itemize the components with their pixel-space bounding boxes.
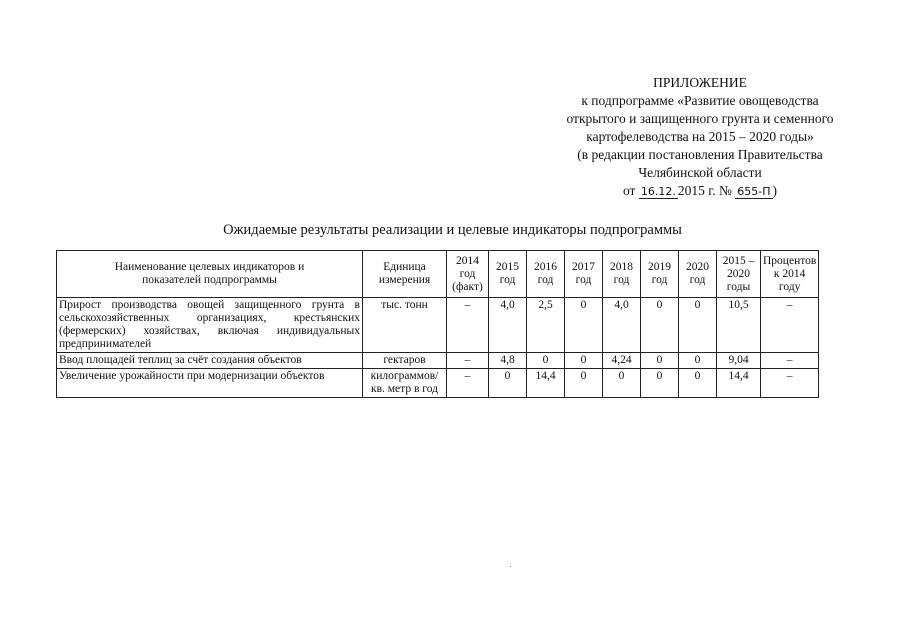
value-cell: 0	[565, 298, 603, 353]
header-cell: 2016 год	[527, 251, 565, 298]
appendix-line: к подпрограмме «Развитие овощеводства	[581, 93, 819, 108]
value-cell: 0	[603, 369, 641, 398]
unit-cell: гектаров	[363, 353, 447, 369]
value-cell: 0	[565, 369, 603, 398]
indicator-name: Увеличение урожайности при модернизации объектов	[57, 369, 363, 398]
header-cell: Процентов к 2014 году	[761, 251, 819, 298]
header-cell: Единица измерения	[363, 251, 447, 298]
table-row	[57, 369, 819, 398]
value-cell: 4,0	[603, 298, 641, 353]
percent-cell: –	[761, 353, 819, 369]
appendix-line: картофелеводства на 2015 – 2020 годы»	[586, 129, 814, 144]
handwritten-number: 655-П	[737, 185, 771, 198]
appendix-line: (в редакции постановления Правительства	[577, 147, 823, 162]
unit-cell: килограммов/ кв. метр в год	[363, 369, 447, 398]
header-cell: 2015 год	[489, 251, 527, 298]
table-row	[57, 298, 819, 353]
header-cell: 2014 год (факт)	[447, 251, 489, 298]
percent-cell: –	[761, 298, 819, 353]
value-cell: 0	[679, 353, 717, 369]
total-cell: 14,4	[717, 369, 761, 398]
appendix-heading: ПРИЛОЖЕНИЕ	[653, 75, 747, 90]
table-header-row	[57, 251, 819, 298]
date-mid: 2015 г. №	[677, 183, 732, 198]
appendix-line: Челябинской области	[638, 165, 762, 180]
header-cell: 2019 год	[641, 251, 679, 298]
header-cell: Наименование целевых индикаторов и показателей подпрограммы	[57, 251, 363, 298]
table-row	[57, 353, 819, 369]
header-cell: 2017 год	[565, 251, 603, 298]
value-cell: 4,8	[489, 353, 527, 369]
indicator-name: Прирост производства овощей защищенного грунта в сельскохозяйственных организациях, крестьянских (фермерских) хозяйствах, включая индивидуальных предпринимателей	[57, 298, 363, 353]
value-cell: 0	[641, 353, 679, 369]
value-cell: 0	[565, 353, 603, 369]
value-cell: 0	[641, 298, 679, 353]
total-cell: 9,04	[717, 353, 761, 369]
date-suffix: )	[772, 183, 777, 198]
value-cell: 4,24	[603, 353, 641, 369]
value-cell: –	[447, 353, 489, 369]
value-cell: 0	[641, 369, 679, 398]
percent-cell: –	[761, 369, 819, 398]
scan-speck	[510, 566, 511, 567]
indicator-name: Ввод площадей теплиц за счёт создания объектов	[57, 353, 363, 369]
value-cell: 2,5	[527, 298, 565, 353]
table-title: Ожидаемые результаты реализации и целевые индикаторы подпрограммы	[223, 222, 682, 238]
value-cell: 0	[527, 353, 565, 369]
unit-cell: тыс. тонн	[363, 298, 447, 353]
header-cell: 2015 – 2020 годы	[717, 251, 761, 298]
value-cell: 4,0	[489, 298, 527, 353]
header-cell: 2018 год	[603, 251, 641, 298]
value-cell: 0	[489, 369, 527, 398]
value-cell: –	[447, 298, 489, 353]
indicators-table	[56, 250, 819, 398]
decree-date-line	[520, 182, 880, 200]
total-cell: 10,5	[717, 298, 761, 353]
value-cell: 0	[679, 369, 717, 398]
value-cell: 14,4	[527, 369, 565, 398]
handwritten-date: 16.12.	[640, 185, 676, 198]
date-prefix: от	[622, 183, 636, 198]
value-cell: 0	[679, 298, 717, 353]
appendix-block	[520, 74, 880, 200]
appendix-line: открытого и защищенного грунта и семенного	[566, 111, 834, 126]
header-cell: 2020 год	[679, 251, 717, 298]
value-cell: –	[447, 369, 489, 398]
